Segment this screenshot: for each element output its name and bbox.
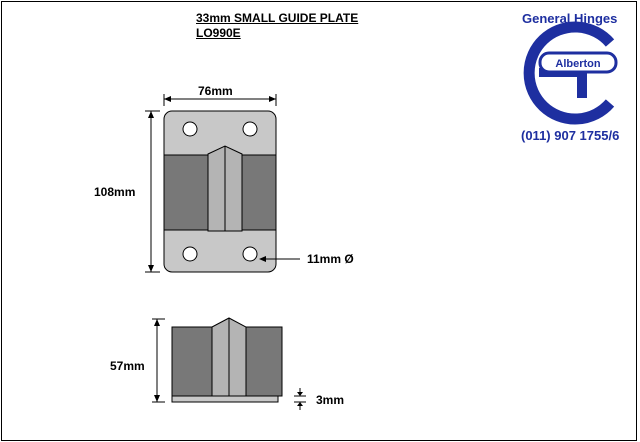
mounting-hole [183, 247, 197, 261]
width-label: 76mm [198, 84, 233, 98]
depth-dimension [110, 319, 165, 402]
page-title: 33mm SMALL GUIDE PLATE [196, 11, 359, 25]
brand-location: Alberton [555, 58, 601, 70]
width-dimension [164, 84, 276, 106]
plate-side-view [172, 318, 282, 402]
hole-label: 11mm Ø [307, 252, 354, 266]
brand-name: General Hinges [522, 11, 618, 26]
height-label: 108mm [94, 185, 136, 199]
mounting-hole [243, 247, 257, 261]
mounting-hole [243, 122, 257, 136]
mounting-hole [183, 122, 197, 136]
thickness-label: 3mm [316, 393, 345, 407]
plate-top-view [164, 111, 276, 272]
brand-phone: (011) 907 1755/6 [521, 128, 620, 143]
thickness-dimension [294, 388, 344, 410]
brand-logo [529, 27, 616, 119]
height-dimension [94, 111, 160, 272]
depth-label: 57mm [110, 359, 145, 373]
product-code: LO990E [196, 26, 241, 40]
